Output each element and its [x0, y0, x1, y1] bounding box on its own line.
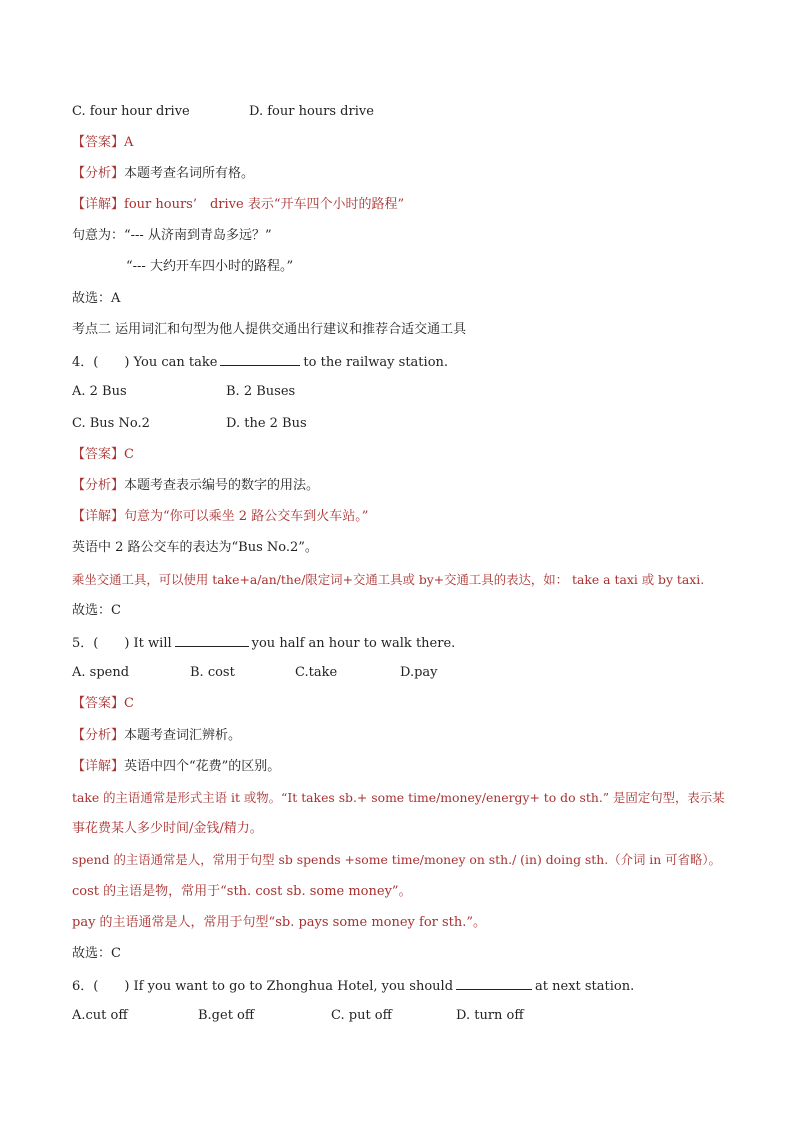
analysis-text: 本题考查名词所有格。	[124, 166, 255, 181]
detail-label: 【详解】	[72, 197, 125, 212]
analysis-text: 本题考查表示编号的数字的用法。	[124, 478, 320, 493]
q4-choose: 故选：C	[72, 603, 121, 618]
q5-option-c: C.take	[295, 665, 338, 680]
q4-analysis	[72, 476, 319, 496]
q4-option-b: B. 2 Buses	[226, 384, 296, 399]
q6-option-d: D. turn off	[456, 1008, 524, 1023]
q5-cost-line: cost 的主语是物，常用于“sth. cost sb. some money”。	[72, 884, 412, 899]
q6-stem-post: at next station.	[535, 979, 635, 994]
q5-option-d: D.pay	[400, 665, 438, 680]
q5-stem-pre: 5．( ) It will	[72, 636, 172, 651]
q5-stem	[72, 632, 455, 654]
q5-blank	[175, 632, 249, 647]
q3-option-c: C. four hour drive	[72, 104, 190, 119]
answer-label: 【答案】	[72, 135, 125, 150]
q5-take-line2: 事花费某人多少时间/金钱/精力。	[72, 821, 263, 836]
q5-detail	[72, 757, 280, 777]
q6-option-b: B.get off	[198, 1008, 255, 1023]
q5-pay-line: pay 的主语通常是人，常用于句型“sb. pays some money for sth.”。	[72, 915, 487, 930]
answer-label: 【答案】	[72, 696, 125, 711]
answer-value: A	[124, 135, 134, 150]
q5-analysis	[72, 726, 241, 746]
detail-label: 【详解】	[72, 509, 125, 524]
q5-spend-line: spend 的主语通常是人，常用于句型 sb spends +some time/money on sth./ (in) doing sth.（介词 in 可省略）。	[72, 852, 721, 867]
q4-option-a: A. 2 Bus	[72, 384, 127, 399]
q6-option-c: C. put off	[331, 1008, 392, 1023]
q4-stem-post: to the railway station.	[303, 355, 449, 370]
detail-text: 句意为“你可以乘坐 2 路公交车到火车站。”	[124, 509, 369, 524]
analysis-text: 本题考查词汇辨析。	[124, 728, 242, 743]
q5-answer	[72, 694, 134, 714]
analysis-label: 【分析】	[72, 478, 125, 493]
q6-blank	[456, 975, 532, 990]
answer-value: C	[124, 447, 134, 462]
analysis-label: 【分析】	[72, 166, 125, 181]
q5-stem-post: you half an hour to walk there.	[251, 636, 456, 651]
q3-analysis	[72, 164, 254, 184]
q4-answer	[72, 445, 134, 465]
q3-choose: 故选：A	[72, 291, 121, 306]
analysis-label: 【分析】	[72, 728, 125, 743]
q6-stem-pre: 6．( ) If you want to go to Zhonghua Hotel, you should	[72, 979, 454, 994]
detail-text: four hours’ drive 表示“开车四个小时的路程”	[124, 197, 405, 212]
q4-stem-pre: 4．( ) You can take	[72, 355, 218, 370]
q3-meaning-line2: “--- 大约开车四小时的路程。”	[126, 259, 294, 274]
answer-label: 【答案】	[72, 447, 125, 462]
q4-note2: 乘坐交通工具，可以使用 take+a/an/the/限定词+交通工具或 by+交通工具的表达，如： take a taxi 或 by taxi.	[72, 572, 705, 587]
detail-label: 【详解】	[72, 759, 125, 774]
q3-answer	[72, 133, 133, 153]
q5-choose: 故选：C	[72, 946, 121, 961]
detail-text: 英语中四个“花费”的区别。	[124, 759, 281, 774]
q3-detail	[72, 195, 404, 215]
q3-option-d: D. four hours drive	[249, 104, 374, 119]
q4-blank	[220, 351, 300, 366]
q4-option-d: D. the 2 Bus	[226, 416, 307, 431]
section2-title: 考点二 运用词汇和句型为他人提供交通出行建议和推荐合适交通工具	[72, 322, 467, 337]
q5-option-a: A. spend	[72, 665, 130, 680]
q4-note1: 英语中 2 路公交车的表达为“Bus No.2”。	[72, 540, 318, 555]
q6-option-a: A.cut off	[72, 1008, 128, 1023]
q3-meaning-line1: 句意为：“--- 从济南到青岛多远？”	[72, 228, 272, 243]
q6-stem	[72, 975, 634, 997]
q4-stem	[72, 351, 448, 373]
answer-value: C	[124, 696, 134, 711]
q4-option-c: C. Bus No.2	[72, 416, 150, 431]
q5-option-b: B. cost	[190, 665, 235, 680]
q4-detail	[72, 507, 368, 527]
q5-take-line1: take 的主语通常是形式主语 it 或物。“It takes sb.+ some time/money/energy+ to do sth.” 是固定句型，表示某	[72, 790, 725, 805]
